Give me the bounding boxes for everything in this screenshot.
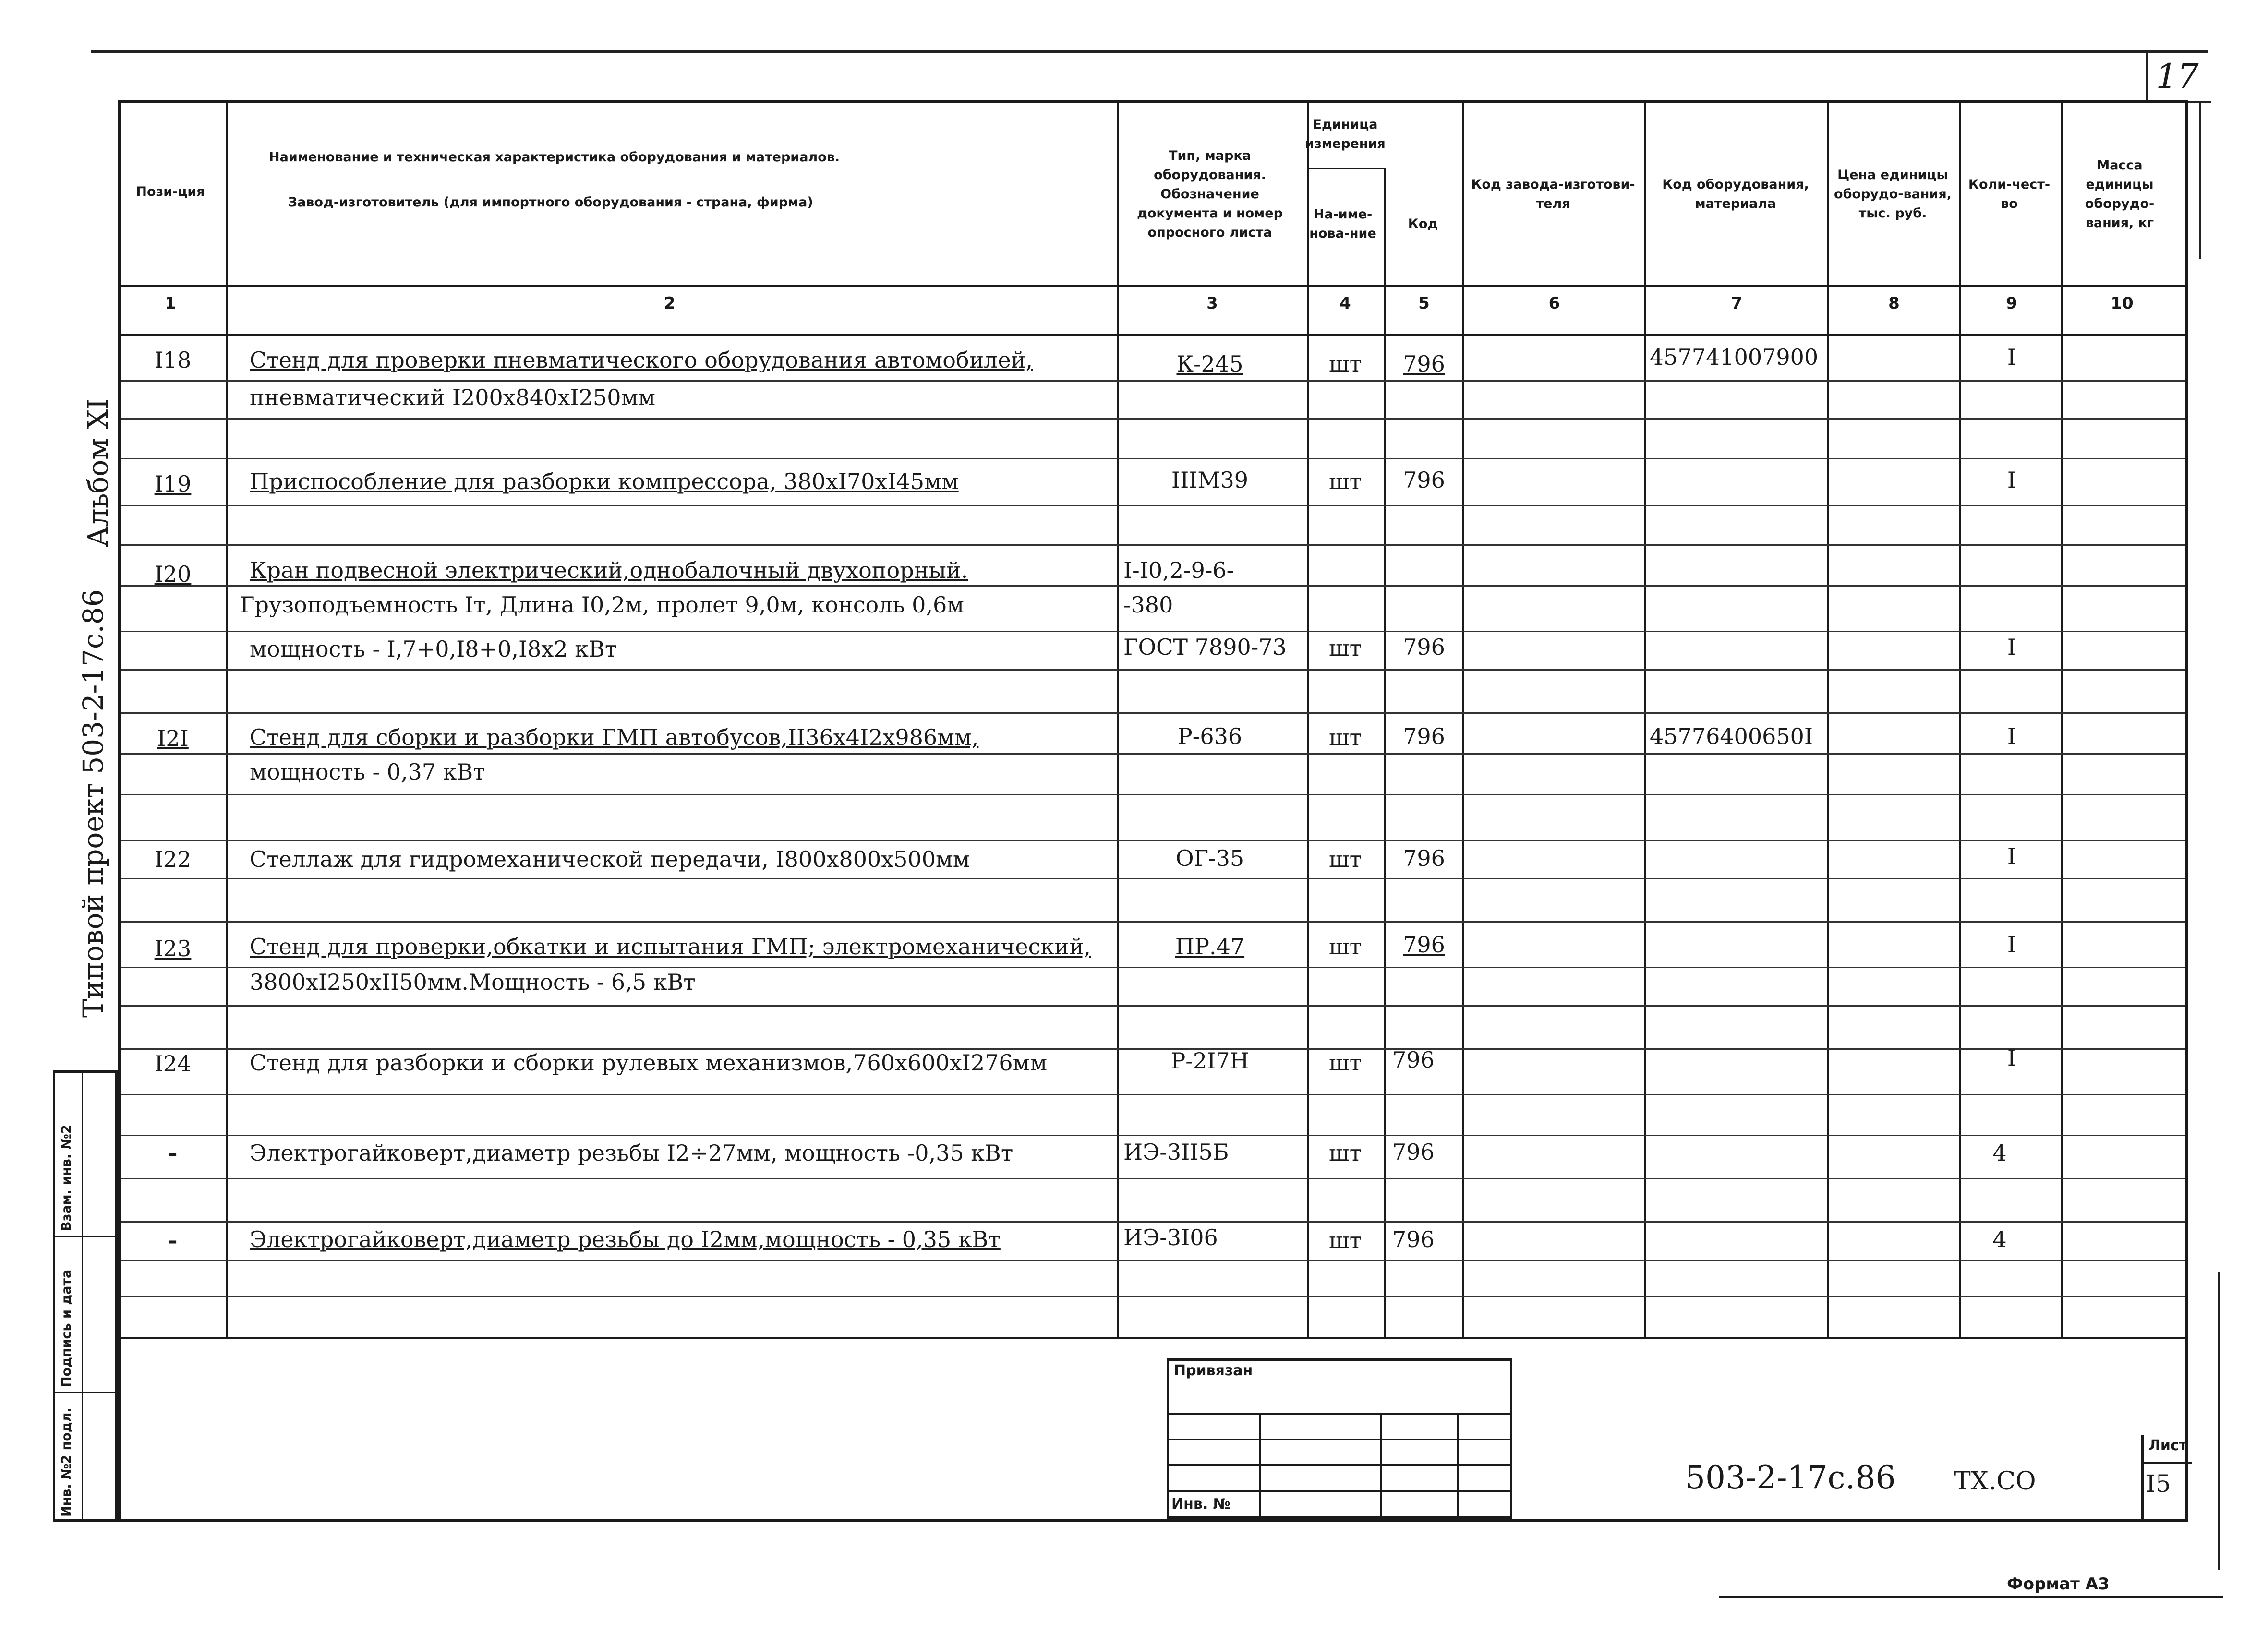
row-unit-code: 796 <box>1403 634 1445 660</box>
row-unit-code: 796 <box>1403 351 1445 377</box>
column-number: 9 <box>2006 294 2017 313</box>
column-number: 2 <box>664 294 676 313</box>
sheet-label: Лист <box>2148 1437 2188 1454</box>
row-qty: I <box>2007 932 2016 958</box>
row-qty: I <box>2007 467 2016 493</box>
row-qty: I <box>2007 1045 2016 1071</box>
album-label: Альбом XI <box>82 398 114 547</box>
row-position: I18 <box>154 347 192 373</box>
row-unit-code: 796 <box>1403 467 1445 493</box>
sheet-value: I5 <box>2146 1470 2171 1498</box>
row-position: I20 <box>154 561 192 587</box>
column-number: 5 <box>1418 294 1430 313</box>
side-sign-date: Подпись и дата <box>59 1269 74 1387</box>
header-mass: Масса единицы оборудо-вания, кг <box>2085 158 2155 230</box>
row-name: Электрогайковерт,диаметр резьбы I2÷27мм, мощность -0,35 кВт <box>250 1140 1013 1166</box>
header-unit-name: На-име-нова-ние <box>1309 207 1376 241</box>
spec-table-frame <box>118 100 2188 1522</box>
column-number: 1 <box>165 294 176 313</box>
header-name-line1: Наименование и техническая характеристика оборудования и материалов. <box>269 150 840 165</box>
row-position: I22 <box>154 846 192 872</box>
column-number: 10 <box>2111 294 2134 313</box>
side-inv-replace: Взам. инв. №2 <box>59 1125 74 1231</box>
row-unit-code: 796 <box>1392 1139 1435 1165</box>
row-name: 3800хI250хII50мм.Мощность - 6,5 кВт <box>250 969 696 995</box>
header-position: Пози-ция <box>136 184 205 199</box>
header-equip-code: Код оборудования, материала <box>1662 177 1809 211</box>
header-name-line2: Завод-изготовитель (для импортного оборудования - страна, фирма) <box>288 195 813 210</box>
row-equip-code: 45776400650I <box>1650 723 1813 749</box>
row-qty: I <box>2007 843 2016 869</box>
row-unit: шт <box>1328 1140 1362 1166</box>
row-type: IIIМ39 <box>1171 467 1249 493</box>
side-inv-orig: Инв. №2 подл. <box>59 1407 74 1517</box>
row-name: Кран подвесной электрический,однобалочный двухопорный. <box>250 557 968 583</box>
side-stamp-box <box>53 1070 118 1522</box>
row-name: мощность - 0,37 кВт <box>250 759 485 785</box>
header-maker-code: Код завода-изготови-теля <box>1471 177 1635 211</box>
row-name: Электрогайковерт,диаметр резьбы до I2мм,мощность - 0,35 кВт <box>250 1226 1001 1252</box>
row-name: пневматический I200х840хI250мм <box>250 384 656 410</box>
row-unit: шт <box>1328 635 1362 661</box>
row-position: I24 <box>154 1051 192 1077</box>
format-label: Формат А3 <box>2007 1574 2110 1594</box>
row-unit: шт <box>1328 1050 1362 1076</box>
row-qty: 4 <box>1992 1140 2007 1166</box>
column-number: 7 <box>1731 294 1743 313</box>
stamp-linked-label: Привязан <box>1174 1362 1253 1379</box>
row-name: мощность - I,7+0,I8+0,I8х2 кВт <box>250 636 617 662</box>
header-unit: Единица измерения <box>1305 117 1386 151</box>
column-number: 3 <box>1206 294 1218 313</box>
row-name: Стеллаж для гидромеханической передачи, I800х800х500мм <box>250 846 970 872</box>
header-price: Цена единицы оборудо-вания, тыс. руб. <box>1834 168 1952 221</box>
row-name: Стенд для проверки,обкатки и испытания ГМП; электромеханический, <box>250 934 1091 960</box>
row-name: Приспособление для разборки компрессора, 380хI70хI45мм <box>250 468 959 494</box>
row-name: Стенд для проверки пневматического оборудования автомобилей, <box>250 347 1033 373</box>
document-code: 503-2-17с.86 <box>1685 1459 1896 1496</box>
row-unit: шт <box>1328 846 1362 872</box>
row-unit: шт <box>1328 934 1362 960</box>
row-unit: шт <box>1328 351 1362 377</box>
row-name: Стенд для разборки и сборки рулевых механизмов,760х600хI276мм <box>250 1050 1048 1076</box>
row-name: Стенд для сборки и разборки ГМП автобусов,II36х4I2х986мм, <box>250 724 979 750</box>
row-type: ОГ-35 <box>1175 845 1244 871</box>
right-margin-line <box>2199 101 2201 259</box>
row-name: Грузоподъемность Iт, Длина I0,2м, пролет 9,0м, консоль 0,6м <box>240 592 965 618</box>
column-number: 8 <box>1888 294 1900 313</box>
row-unit-code: 796 <box>1392 1047 1435 1073</box>
row-qty: I <box>2007 634 2016 660</box>
top-border-line <box>91 50 2208 53</box>
row-unit-code: 796 <box>1403 845 1445 871</box>
row-unit: шт <box>1328 724 1362 750</box>
row-position: I19 <box>154 471 192 497</box>
row-type: ГОСТ 7890-73 <box>1123 634 1287 660</box>
format-line <box>1719 1596 2223 1598</box>
row-position: I2I <box>157 725 189 751</box>
row-type: -380 <box>1123 592 1173 618</box>
linked-stamp-box <box>1167 1358 1512 1519</box>
sheet-number: 17 <box>2156 57 2199 96</box>
row-type: ПР.47 <box>1175 934 1245 960</box>
row-qty: I <box>2007 723 2016 749</box>
document-suffix: ТХ.СО <box>1954 1467 2036 1496</box>
row-type: ИЭ-3I06 <box>1123 1224 1218 1250</box>
stamp-inv-label: Инв. № <box>1171 1496 1231 1512</box>
row-equip-code: 457741007900 <box>1650 344 1819 370</box>
row-type: Р-2I7Н <box>1170 1048 1249 1074</box>
row-unit-code: 796 <box>1392 1226 1435 1252</box>
row-qty: 4 <box>1992 1226 2007 1252</box>
row-unit-code: 796 <box>1403 932 1445 958</box>
row-position: I23 <box>154 936 192 961</box>
row-unit: шт <box>1328 1227 1362 1253</box>
column-number: 6 <box>1548 294 1560 313</box>
header-qty: Коли-чест-во <box>1968 177 2051 211</box>
row-type: К-245 <box>1176 351 1243 377</box>
row-unit: шт <box>1328 468 1362 494</box>
row-unit-code: 796 <box>1403 723 1445 749</box>
project-label: Типовой проект 503-2-17с.86 <box>77 589 109 1018</box>
row-position: - <box>168 1140 178 1166</box>
column-number: 4 <box>1339 294 1351 313</box>
row-type: ИЭ-3II5Б <box>1123 1139 1229 1165</box>
header-unit-code: Код <box>1408 216 1438 231</box>
row-type: I-I0,2-9-6- <box>1123 557 1234 583</box>
row-qty: I <box>2007 344 2016 370</box>
header-type: Тип, марка оборудования. Обозначение документа и номер опросного листа <box>1137 148 1283 240</box>
row-type: Р-636 <box>1177 723 1243 749</box>
row-position: - <box>168 1227 178 1253</box>
right-margin-line-lower <box>2218 1272 2220 1570</box>
